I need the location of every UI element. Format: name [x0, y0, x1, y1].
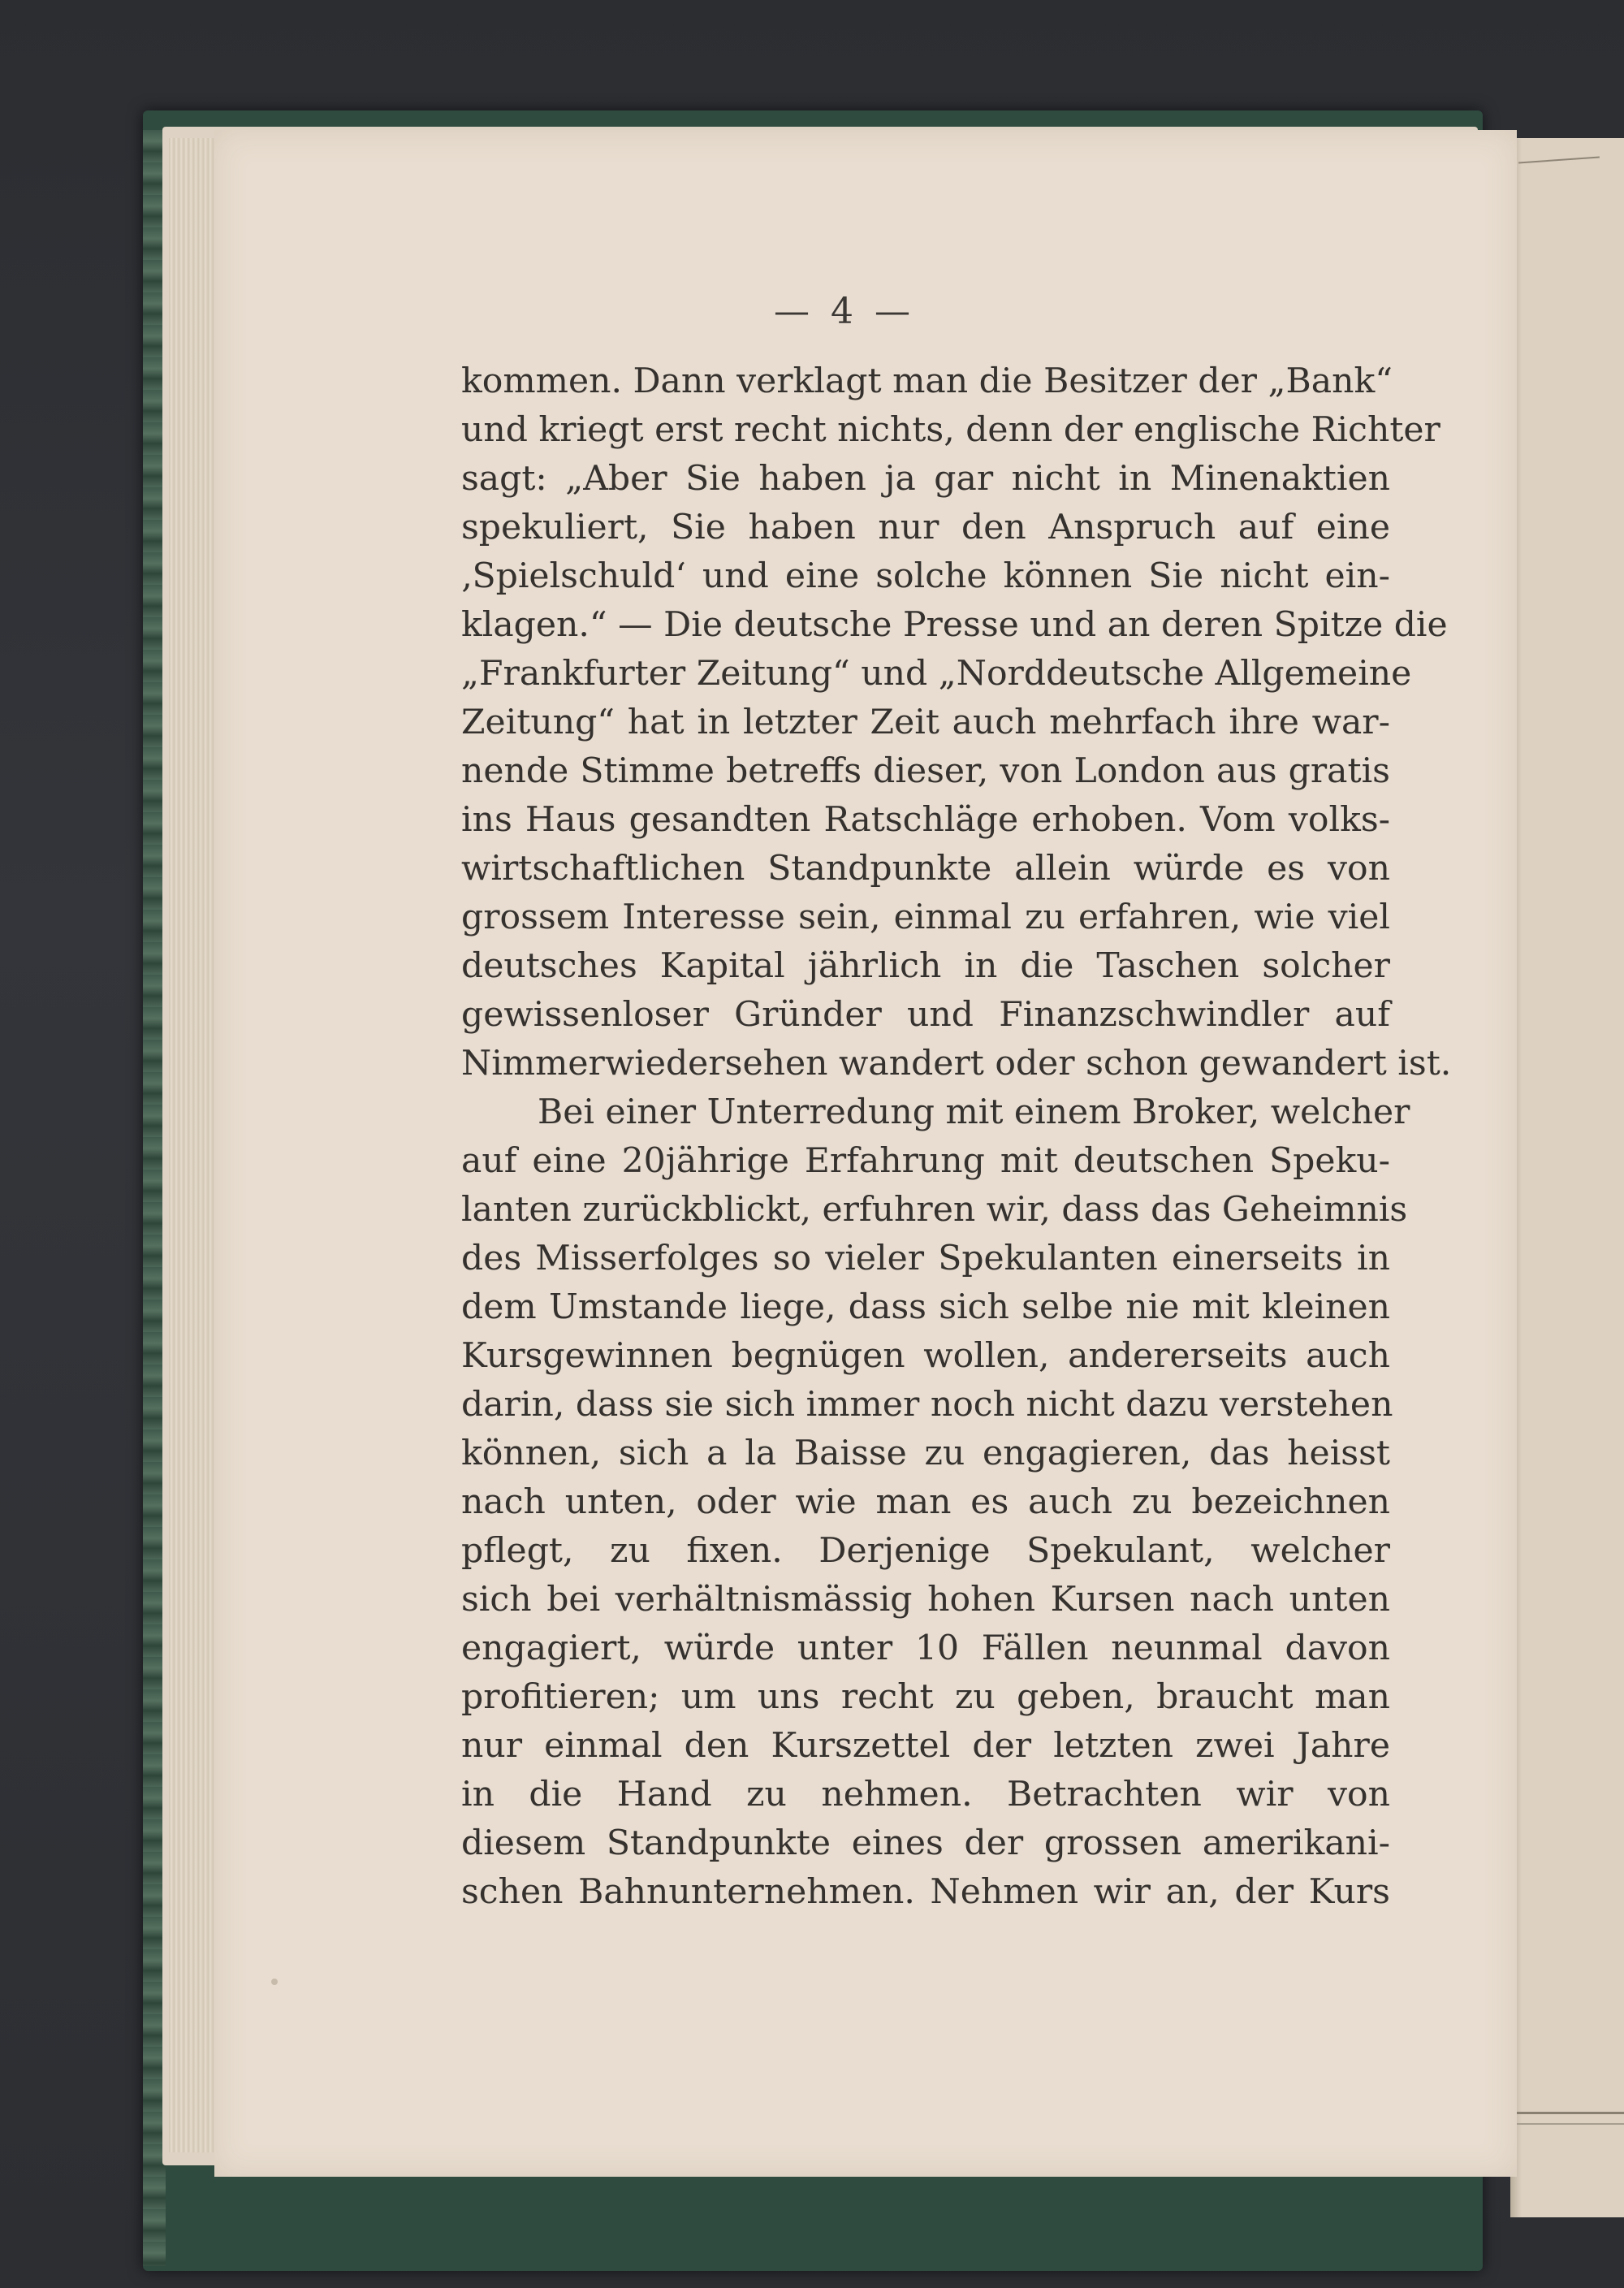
page-edges: [169, 138, 218, 2152]
text-line: sich bei verhältnismässig hohen Kursen nach unten: [461, 1580, 1390, 1620]
text-line: Bei einer Unterredung mit einem Broker, welcher: [538, 1092, 1410, 1132]
text-line: nur einmal den Kurszettel der letzten zwei Jahre: [461, 1726, 1390, 1766]
text-line: pflegt, zu fixen. Derjenige Spekulant, welcher: [461, 1531, 1390, 1571]
text-line: „Frankfurter Zeitung“ und „Norddeutsche Allgemeine: [461, 654, 1412, 694]
facing-page-rule-secondary: [1515, 2123, 1624, 2125]
text-line: schen Bahnunternehmen. Nehmen wir an, der Kurs: [461, 1872, 1390, 1912]
body-text: [461, 357, 1452, 1917]
text-line: und kriegt erst recht nichts, denn der englische Richter: [461, 410, 1440, 450]
text-line: diesem Standpunkte eines der grossen amerikani-: [461, 1823, 1390, 1863]
text-line: deutsches Kapital jährlich in die Taschen solcher: [461, 946, 1390, 986]
text-line: können, sich a la Baisse zu engagieren, das heisst: [461, 1434, 1390, 1473]
text-line: nach unten, oder wie man es auch zu bezeichnen: [461, 1482, 1390, 1522]
text-line: dem Umstande liege, dass sich selbe nie mit kleinen: [461, 1287, 1390, 1327]
text-line: gewissenloser Gründer und Finanzschwindler auf: [461, 995, 1390, 1035]
text-line: des Misserfolges so vieler Spekulanten einerseits in: [461, 1239, 1390, 1278]
text-line: ins Haus gesandten Ratschläge erhoben. Vom volks-: [461, 800, 1390, 840]
text-line: Nimmerwiedersehen wandert oder schon gewandert ist.: [461, 1044, 1452, 1083]
text-line: spekuliert, Sie haben nur den Anspruch auf eine: [461, 508, 1390, 547]
text-line: wirtschaftlichen Standpunkte allein würde es von: [461, 849, 1390, 889]
text-line: nende Stimme betreffs dieser, von London aus gratis: [461, 751, 1390, 791]
text-line: engagiert, würde unter 10 Fällen neunmal davon: [461, 1628, 1390, 1668]
paper-speck: [271, 1979, 278, 1985]
text-line: Zeitung“ hat in letzter Zeit auch mehrfach ihre war-: [461, 703, 1390, 742]
text-line: ‚Spielschuld‘ und eine solche können Sie nicht ein-: [461, 556, 1390, 596]
text-line: Kursgewinnen begnügen wollen, andererseits auch: [461, 1336, 1390, 1376]
facing-page: [1510, 138, 1624, 2217]
text-line: profitieren; um uns recht zu geben, braucht man: [461, 1677, 1390, 1717]
page-number: — 4 —: [774, 291, 915, 332]
text-line: lanten zurückblickt, erfuhren wir, dass das Geheimnis: [461, 1190, 1408, 1230]
text-line: in die Hand zu nehmen. Betrachten wir von: [461, 1775, 1390, 1814]
text-line: sagt: „Aber Sie haben ja gar nicht in Minenaktien: [461, 459, 1390, 499]
text-line: darin, dass sie sich immer noch nicht dazu verstehen: [461, 1385, 1393, 1425]
text-line: grossem Interesse sein, einmal zu erfahren, wie viel: [461, 897, 1390, 937]
text-line: kommen. Dann verklagt man die Besitzer der „Bank“: [461, 361, 1393, 401]
facing-page-rule: [1515, 2112, 1624, 2114]
text-line: auf eine 20jährige Erfahrung mit deutschen Speku-: [461, 1141, 1390, 1181]
text-line: klagen.“ — Die deutsche Presse und an deren Spitze die: [461, 605, 1448, 645]
